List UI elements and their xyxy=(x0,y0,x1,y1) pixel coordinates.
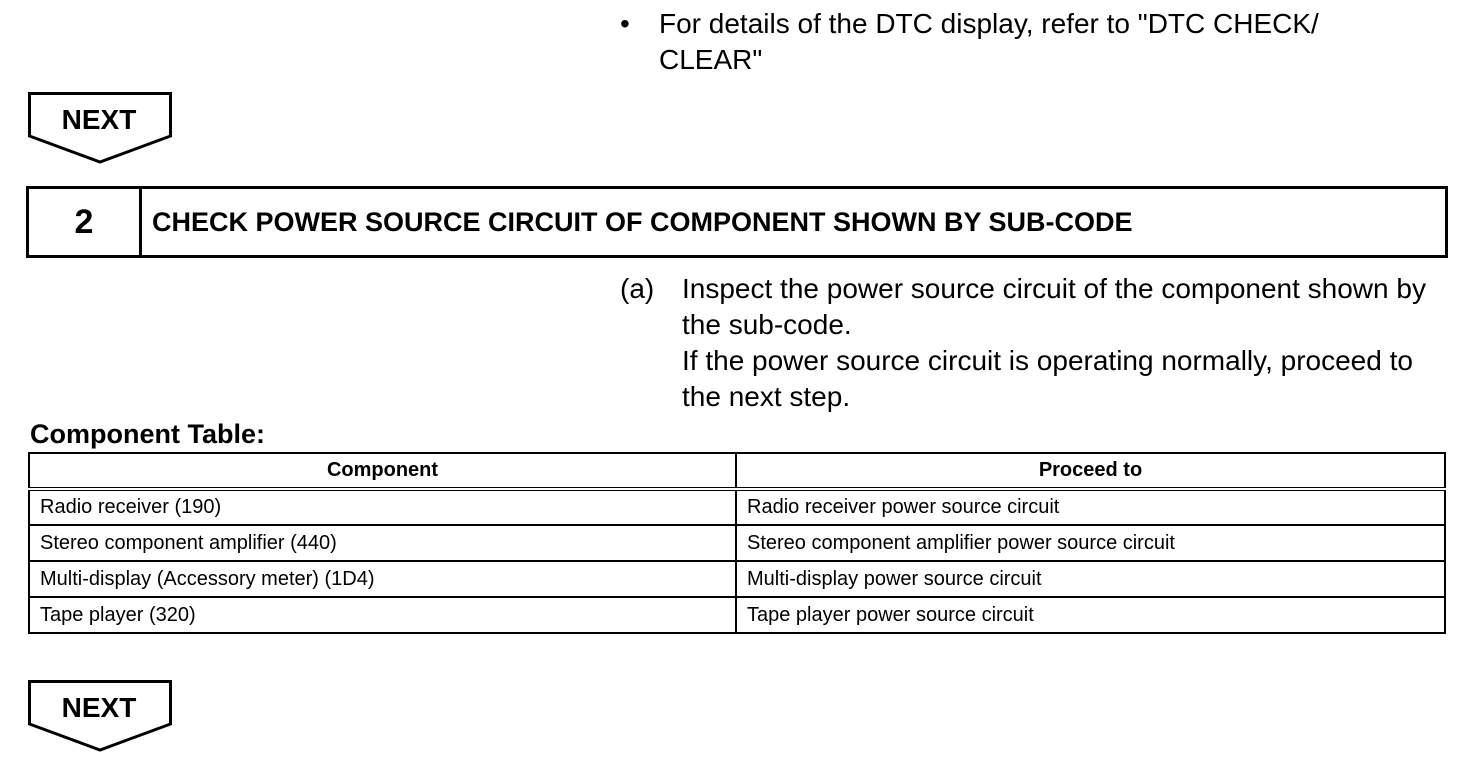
proceed-to-cell: Multi-display power source circuit xyxy=(736,561,1445,597)
step-title: CHECK POWER SOURCE CIRCUIT OF COMPONENT SHOWN BY SUB-CODE xyxy=(152,206,1133,237)
table-row xyxy=(29,525,1445,561)
proceed-to-cell: Stereo component amplifier power source circuit xyxy=(736,525,1445,561)
next-button-label: NEXT xyxy=(61,692,137,723)
component-cell: Multi-display (Accessory meter) (1D4) xyxy=(29,561,736,597)
table-row xyxy=(29,489,1445,525)
component-cell: Stereo component amplifier (440) xyxy=(29,525,736,561)
component-table-title: Component Table: xyxy=(30,419,265,449)
table-header-row xyxy=(29,453,1445,489)
next-button[interactable] xyxy=(28,92,174,166)
next-button[interactable] xyxy=(28,680,174,754)
column-header-component: Component xyxy=(29,453,736,489)
step-header xyxy=(26,186,1448,258)
proceed-to-cell: Tape player power source circuit xyxy=(736,597,1445,633)
step-number: 2 xyxy=(29,189,142,255)
table-row xyxy=(29,597,1445,633)
instruction-marker: (a) xyxy=(620,273,655,304)
bullet-point: • xyxy=(620,8,630,39)
next-button-label: NEXT xyxy=(61,104,137,135)
instruction-body xyxy=(682,271,1452,415)
component-cell: Radio receiver (190) xyxy=(29,489,736,525)
column-header-proceed-to: Proceed to xyxy=(736,453,1445,489)
proceed-to-cell: Radio receiver power source circuit xyxy=(736,489,1445,525)
instruction-line-1: Inspect the power source circuit of the component shown by the sub-code. xyxy=(682,273,1426,340)
note-text: For details of the DTC display, refer to "DTC CHECK/ CLEAR" xyxy=(659,8,1319,75)
instruction-line-2: If the power source circuit is operating normally, proceed to the next step. xyxy=(682,345,1413,412)
component-cell: Tape player (320) xyxy=(29,597,736,633)
component-table xyxy=(28,452,1446,634)
table-row xyxy=(29,561,1445,597)
